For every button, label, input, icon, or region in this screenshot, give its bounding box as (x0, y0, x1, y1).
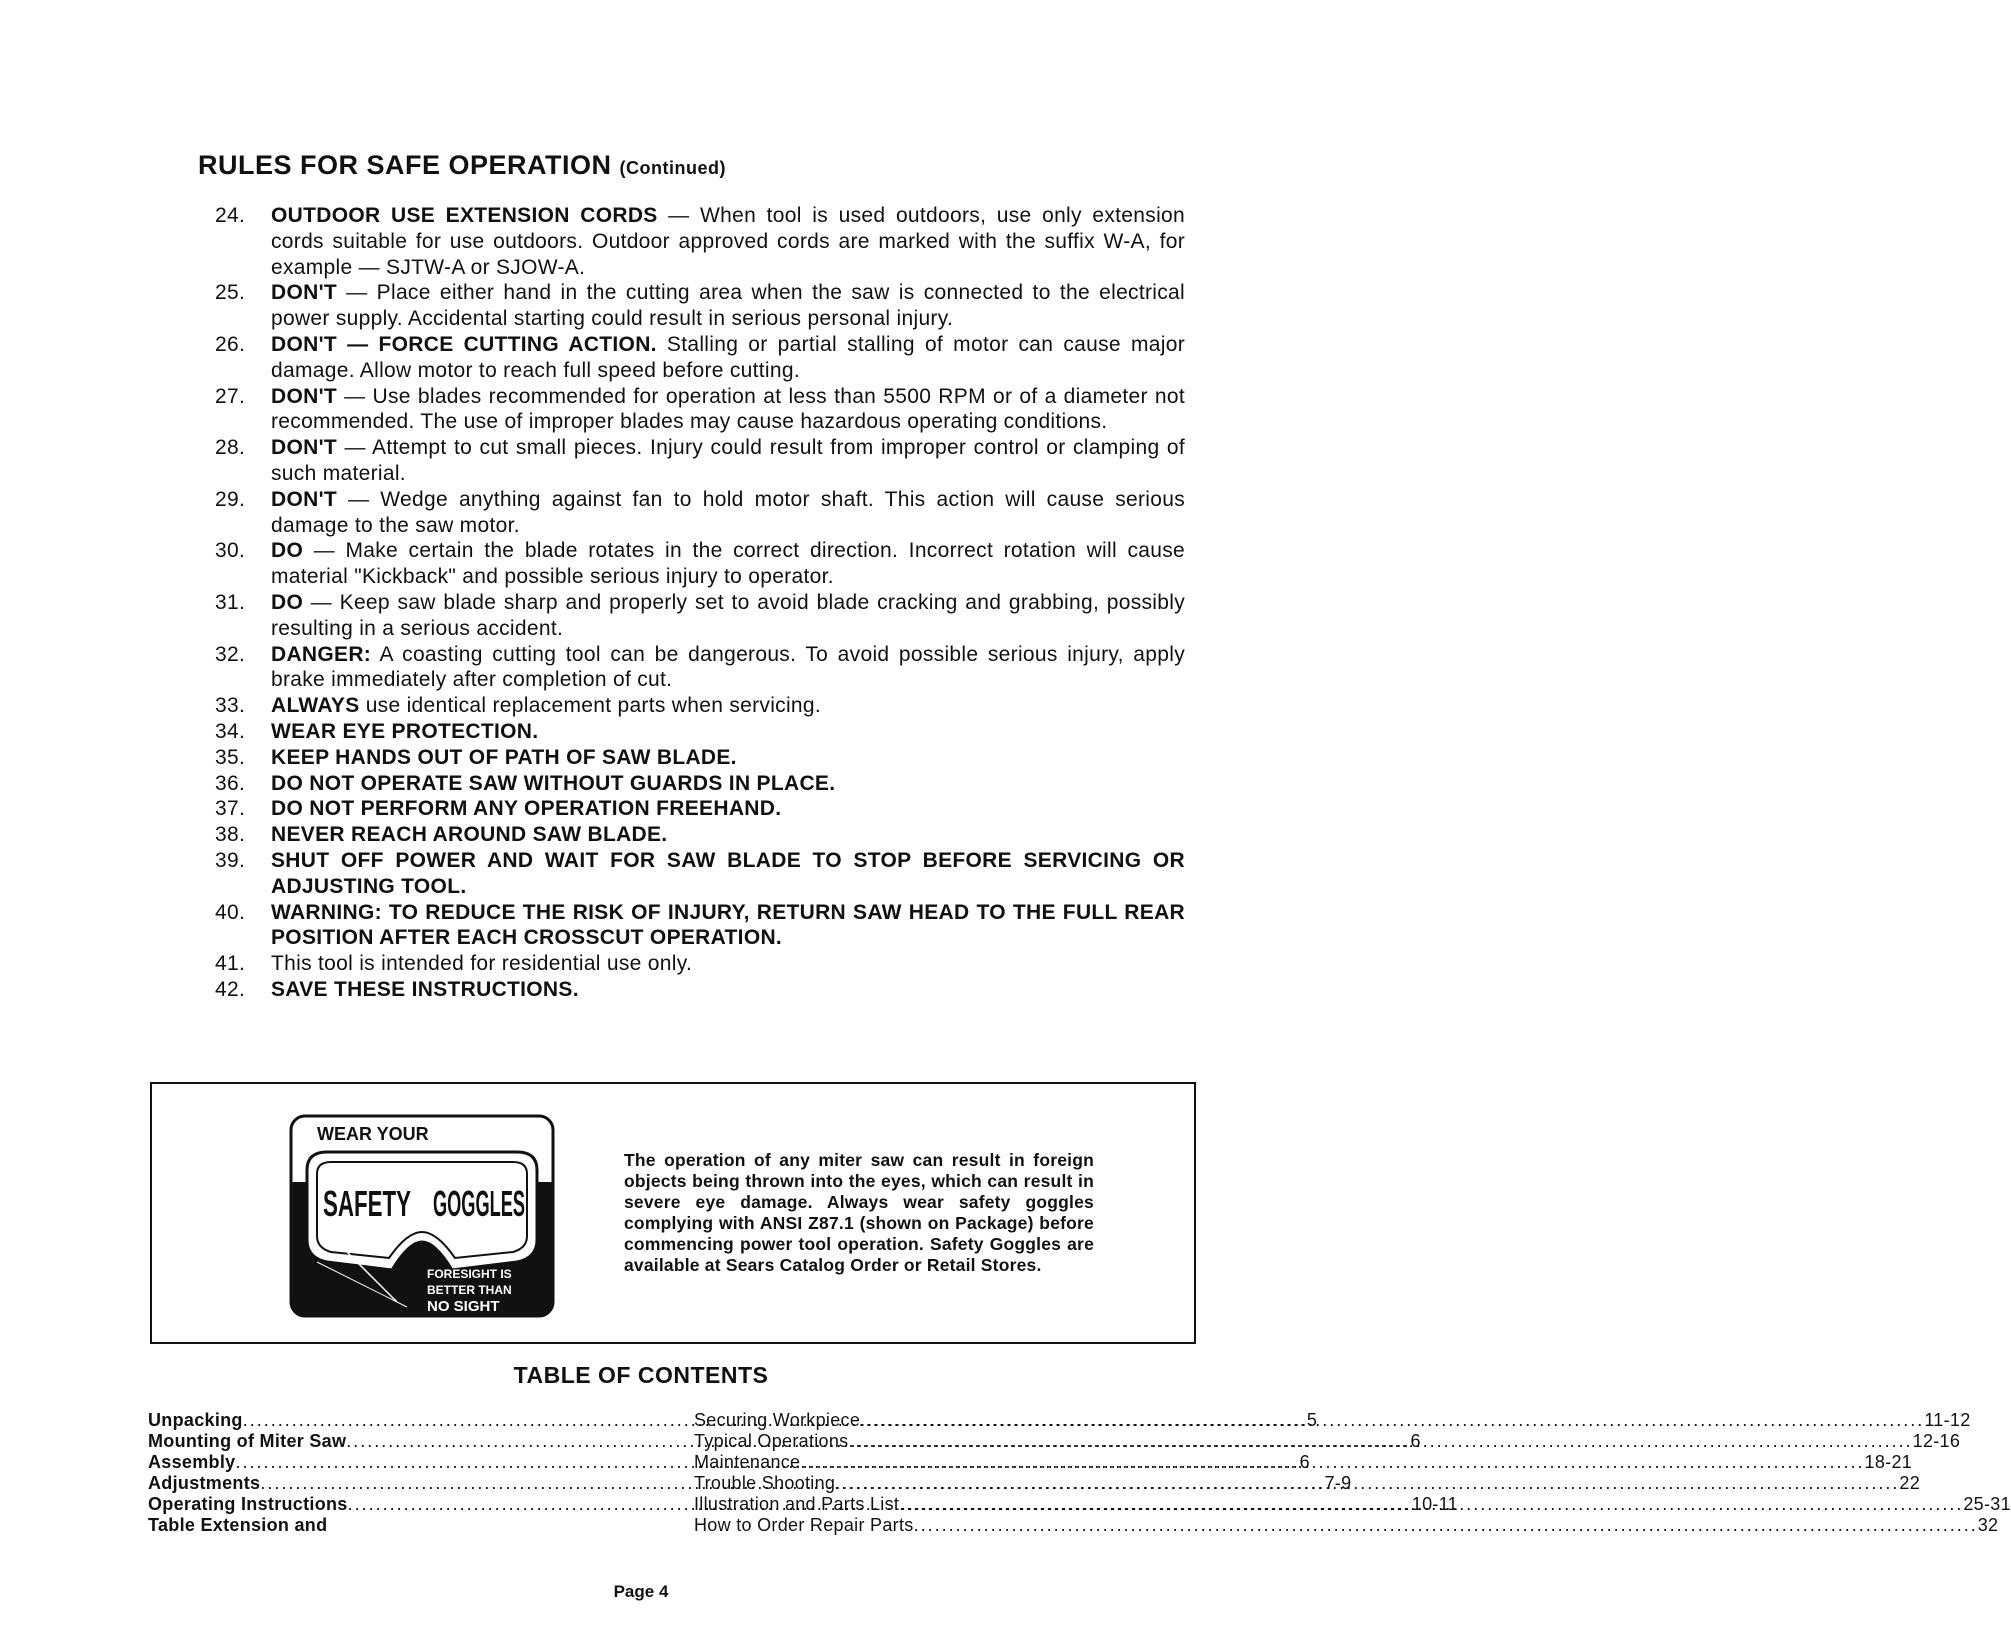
toc-leader-dots (860, 1410, 1924, 1431)
rule-item (215, 642, 1185, 694)
rule-number: 28. (215, 436, 246, 460)
toc-entry (148, 1515, 654, 1536)
rule-number: 38. (215, 823, 246, 847)
rule-item (215, 796, 1185, 822)
toc-entry-title: Unpacking (148, 1410, 243, 1430)
badge-word-goggles: GOGGLES (433, 1183, 525, 1224)
rule-body (271, 796, 1185, 822)
rule-lead: DON'T (271, 487, 337, 511)
rule-body (271, 745, 1185, 771)
toc-entry-title: Securing Workpiece (694, 1410, 861, 1430)
rule-number: 33. (215, 694, 246, 718)
toc-entry-page: 10-11 (1411, 1494, 1458, 1514)
rule-body (271, 590, 1185, 642)
toc-leader-dots (899, 1494, 1963, 1515)
rule-item (215, 719, 1185, 745)
badge-motto-2: BETTER THAN (427, 1283, 512, 1297)
goggles-icon (287, 1112, 557, 1320)
rule-lead: SHUT OFF POWER AND WAIT FOR SAW BLADE TO STOP BEFORE SERVICING OR ADJUSTING TOOL. (271, 848, 1185, 898)
rule-item (215, 771, 1185, 797)
rule-body (271, 719, 1185, 745)
rule-lead: KEEP HANDS OUT OF PATH OF SAW BLADE. (271, 745, 737, 769)
rule-body (271, 822, 1185, 848)
rule-body (271, 693, 1185, 719)
rule-item (215, 203, 1185, 280)
rule-number: 39. (215, 848, 246, 872)
rule-lead: DON'T (271, 281, 337, 305)
rule-body (271, 487, 1185, 539)
badge-motto-3: NO SIGHT (427, 1298, 500, 1315)
toc-entry (694, 1452, 1913, 1473)
rule-number: 34. (215, 719, 246, 743)
toc-entry-page: 32 (1977, 1515, 1999, 1535)
rule-body (271, 771, 1185, 797)
rule-item (215, 384, 1185, 436)
rule-body (271, 203, 1185, 280)
toc-entry-page: 6 (1299, 1452, 1310, 1472)
rule-number: 40. (215, 900, 246, 924)
rule-body (271, 435, 1185, 487)
toc-entry-page: 12-16 (1912, 1431, 1961, 1451)
rule-number: 36. (215, 771, 246, 795)
rule-lead: SAVE THESE INSTRUCTIONS. (271, 977, 579, 1001)
safety-goggles-notice (150, 1082, 1196, 1344)
rule-lead: DON'T — FORCE CUTTING ACTION. (271, 332, 657, 356)
rule-body (271, 384, 1185, 436)
rule-lead: ALWAYS (271, 694, 360, 718)
rule-number: 32. (215, 642, 246, 666)
toc-entry-page: 6 (1410, 1431, 1421, 1451)
toc-entry (694, 1515, 1999, 1536)
rule-text: — Wedge anything against fan to hold motor shaft. This action will cause serious damage to the saw motor. (271, 487, 1185, 537)
rule-item (215, 822, 1185, 848)
toc-entry (694, 1410, 1971, 1431)
toc-entry-page: 25-31 (1963, 1494, 2011, 1514)
rule-lead: WEAR EYE PROTECTION. (271, 719, 539, 743)
rule-body (271, 848, 1185, 900)
badge-word-safety: SAFETY (323, 1183, 411, 1224)
rule-number: 25. (215, 281, 246, 305)
toc-entry-title: Adjustments (148, 1473, 261, 1493)
rule-lead: DO NOT OPERATE SAW WITHOUT GUARDS IN PLACE. (271, 771, 836, 795)
rule-text: — Make certain the blade rotates in the correct direction. Incorrect rotation will cause material "Kickback" and possible serious injury to operator. (271, 539, 1185, 589)
rule-text: use identical replacement parts when servicing. (359, 694, 822, 718)
rule-number: 26. (215, 332, 246, 356)
heading-suffix: (Continued) (619, 158, 727, 178)
rule-number: 42. (215, 977, 246, 1001)
toc-entry-title: Typical Operations (694, 1431, 849, 1451)
page-number: Page 4 (613, 1582, 669, 1601)
toc-entry-title: Table Extension and (148, 1515, 328, 1535)
rule-lead: DON'T (271, 436, 337, 460)
rule-lead: DO NOT PERFORM ANY OPERATION FREEHAND. (271, 797, 782, 821)
toc-entry-title: Operating Instructions (148, 1494, 348, 1514)
rule-lead: WARNING: TO REDUCE THE RISK OF INJURY, RETURN SAW HEAD TO THE FULL REAR POSITION AFTER EACH CROSSCUT OPERATION. (271, 900, 1185, 950)
rule-body (271, 951, 1185, 977)
toc-leader-dots (800, 1452, 1864, 1473)
rule-number: 31. (215, 590, 246, 614)
rule-number: 35. (215, 745, 246, 769)
rule-item (215, 538, 1185, 590)
rule-body (271, 332, 1185, 384)
rule-text: A coasting cutting tool can be dangerous. To avoid possible serious injury, apply brake immediately after completion of cut. (271, 642, 1185, 692)
rule-lead: OUTDOOR USE EXTENSION CORDS (271, 204, 658, 227)
rule-item (215, 435, 1185, 487)
safety-goggles-badge (287, 1112, 557, 1320)
rule-body (271, 900, 1185, 952)
toc-entry-title: Mounting of Miter Saw (148, 1431, 347, 1451)
rule-number: 27. (215, 384, 246, 408)
toc-entry-title: Assembly (148, 1452, 236, 1472)
toc-entry-page: 11-12 (1924, 1410, 1971, 1430)
badge-top-text: WEAR YOUR (317, 1124, 429, 1144)
rule-number: 41. (215, 952, 246, 976)
toc-entry-title: Trouble Shooting (694, 1473, 836, 1493)
rule-item (215, 693, 1185, 719)
rule-item (215, 951, 1185, 977)
rule-number: 37. (215, 797, 246, 821)
toc-entry-page: 22 (1899, 1473, 1921, 1493)
rule-lead: DO (271, 539, 304, 563)
toc-entry (694, 1431, 1961, 1452)
toc-entry-page: 18-21 (1864, 1452, 1913, 1472)
goggles-warning-text: The operation of any miter saw can result in foreign objects being thrown into the eyes, which can result in severe eye damage. Always wear safety goggles complying with ANSI Z87.1 (shown on Package) before commencing power tool operation. Safety Goggles are available at Sears Catalog Order or Retail Stores. (624, 1150, 1094, 1275)
toc-leader-dots (835, 1473, 1899, 1494)
rule-item (215, 487, 1185, 539)
rule-item (215, 745, 1185, 771)
rules-list (215, 203, 1185, 1003)
badge-motto-1: FORESIGHT IS (427, 1267, 512, 1281)
toc-entry-title: Maintenance (694, 1452, 801, 1472)
rule-lead: DO (271, 590, 304, 614)
rule-lead: DANGER: (271, 642, 372, 666)
rule-item (215, 332, 1185, 384)
rule-item (215, 977, 1185, 1003)
rule-lead: NEVER REACH AROUND SAW BLADE. (271, 823, 668, 847)
rule-body (271, 538, 1185, 590)
rule-item (215, 848, 1185, 900)
toc-entry-page: 5 (1306, 1410, 1318, 1430)
rule-body (271, 280, 1185, 332)
rule-number: 24. (215, 204, 246, 227)
rule-text: This tool is intended for residential use only. (271, 952, 693, 976)
toc-entry-title: Illustration and Parts List (694, 1494, 900, 1514)
section-heading (198, 150, 726, 181)
rule-text: — Place either hand in the cutting area when the saw is connected to the electrical power supply. Accidental starting could result in serious personal injury. (271, 281, 1185, 331)
rule-lead: DON'T (271, 384, 337, 408)
rule-text: — Attempt to cut small pieces. Injury could result from improper control or clamping of such material. (271, 436, 1185, 485)
rule-text: — When tool is used outdoors, use only extension cords suitable for use outdoors. Outdoor approved cords are marked with the suffix W-A, for example — SJTW-A or SJOW-A. (271, 204, 1185, 279)
rule-text: — Use blades recommended for operation at less than 5500 RPM or of a diameter not recommended. The use of improper blades may cause hazardous operating conditions. (271, 384, 1185, 434)
toc-leader-dots (914, 1515, 1978, 1536)
rule-number: 30. (215, 539, 246, 563)
rule-number: 29. (215, 487, 246, 511)
toc-title: TABLE OF CONTENTS (513, 1362, 769, 1388)
rule-item (215, 590, 1185, 642)
heading-title: RULES FOR SAFE OPERATION (198, 150, 612, 180)
rule-text: — Keep saw blade sharp and properly set to avoid blade cracking and grabbing, possibly resulting in a serious accident. (271, 590, 1185, 640)
toc-leader-dots (848, 1431, 1912, 1452)
rule-text: Stalling or partial stalling of motor can cause major damage. Allow motor to reach full speed before cutting. (271, 332, 1185, 382)
rule-body (271, 642, 1185, 694)
toc-entry-title: How to Order Repair Parts (694, 1515, 914, 1535)
toc-entry-page: 7-9 (1324, 1473, 1352, 1493)
rule-item (215, 280, 1185, 332)
rule-body (271, 977, 1185, 1003)
rule-item (215, 900, 1185, 952)
